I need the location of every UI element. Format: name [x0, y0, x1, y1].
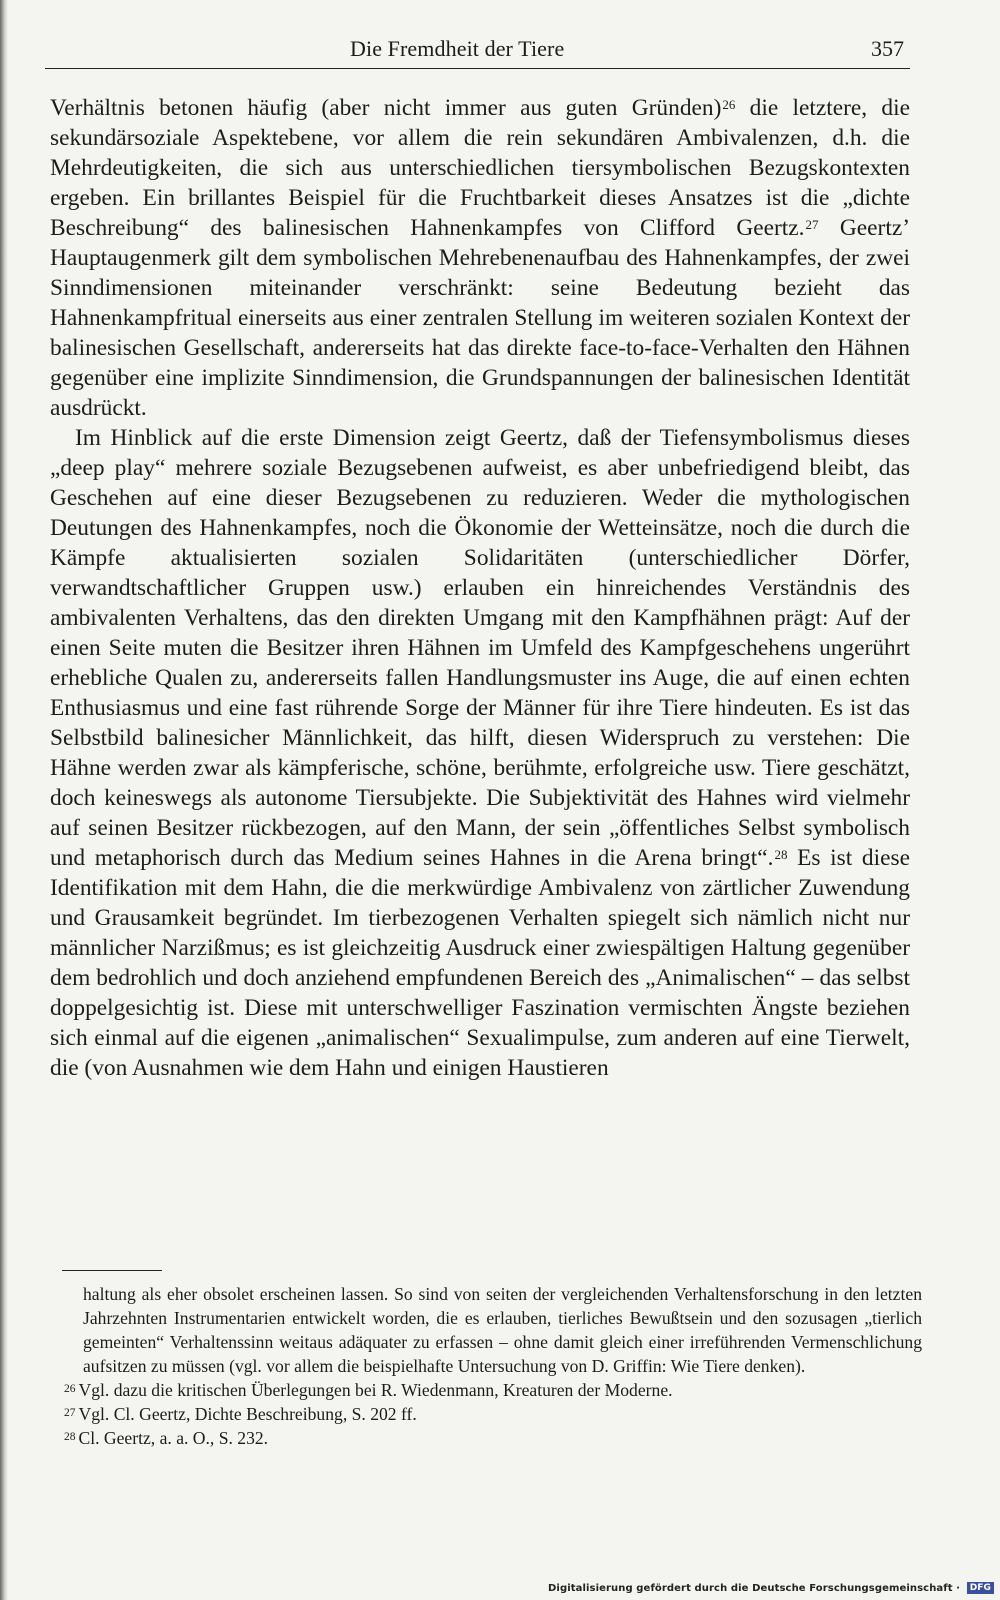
footnote-text: Vgl. Cl. Geertz, Dichte Beschreibung, S. 202 ff. [78, 1404, 417, 1424]
paragraph-1-part-b: die letztere, die sekundärsoziale Aspektebene, vor allem die rein sekundären Ambivalenzen, d.h. die Mehrdeutigkeiten, die sich aus unterschiedlichen tiersymbolischen Bezugskontexten ergeben. Ein brillantes Beispiel für die Fruchtbarkeit dieses Ansatzes ist die „dichte Beschreibung“ des balinesischen Hahnenkampfes von Clifford Geertz. [50, 95, 910, 241]
footnote-number: 26 [64, 1383, 76, 1395]
footnote-ref-27: 27 [805, 217, 819, 232]
footnote-27 [62, 1402, 922, 1426]
digitization-credit [548, 1582, 994, 1594]
dfg-logo-icon: DFG [967, 1582, 994, 1594]
footnote-26 [62, 1378, 922, 1402]
page-number: 357 [871, 36, 904, 61]
footnote-number: 27 [64, 1407, 76, 1419]
footnote-ref-28: 28 [774, 847, 788, 862]
running-title: Die Fremdheit der Tiere [350, 36, 565, 61]
credit-text: Digitalisierung gefördert durch die Deutsche Forschungsgemeinschaft · [548, 1583, 961, 1594]
paragraph-1-part-c: Geertz’ Hauptaugenmerk gilt dem symbolischen Mehrebenenaufbau des Hahnenkampfes, der zwei Sinndimensionen miteinander verschränkt: seine Bedeutung bezieht das Hahnenkampfritual einerseits aus einer zentralen Stellung im weiteren sozialen Kontext der balinesischen Gesellschaft, andererseits hat das direkte face-to-face-Verhalten den Hähnen gegenüber eine implizite Sinndimension, die Grundspannungen der balinesischen Identität ausdrückt. [50, 215, 910, 421]
body-text [45, 93, 910, 1083]
paragraph-1 [50, 93, 910, 423]
footnote-ref-26: 26 [722, 97, 736, 112]
paragraph-2 [50, 423, 910, 1083]
footnote-text: Cl. Geertz, a. a. O., S. 232. [78, 1428, 269, 1448]
running-head [45, 30, 910, 69]
footnote-continuation: haltung als eher obsolet erscheinen lassen. So sind von seiten der vergleichenden Verhaltensforschung in den letzten Jahrzehnten Instrumentarien entwickelt worden, die es erlauben, tierliches Bewußtsein und den sozusagen „tierlich gemeinten“ Verhaltenssinn weitaus adäquater zu erfassen – ohne damit gleich einer irreführenden Vermenschlichung aufsitzen zu müssen (vgl. vor allem die beispielhafte Untersuchung von D. Griffin: Wie Tiere denken). [83, 1284, 922, 1376]
paragraph-2-part-b: Es ist diese Identifikation mit dem Hahn, die die merkwürdige Ambivalenz von zärtlicher Zuwendung und Grausamkeit begründet. Im tierbezogenen Verhalten spiegelt sich nämlich nicht nur männlicher Narzißmus; es ist gleichzeitig Ausdruck einer zwiespältigen Haltung gegenüber dem bedrohlich und doch anziehend empfundenen Bereich des „Animalischen“ – das selbst doppelgesichtig ist. Diese mit unterschwelliger Faszination vermischten Ängste beziehen sich einmal auf die eigenen „animalischen“ Sexualimpulse, zum anderen auf eine Tierwelt, die (von Ausnahmen wie dem Hahn und einigen Haustieren [50, 845, 910, 1081]
footnote-28 [62, 1426, 922, 1450]
paragraph-2-part-a: Im Hinblick auf die erste Dimension zeigt Geertz, daß der Tiefensymbolismus dieses „deep play“ mehrere soziale Bezugsebenen aufweist, es aber unbefriedigend bleibt, das Geschehen auf eine dieser Bezugsebenen zu reduzieren. Weder die mythologischen Deutungen des Hahnenkampfes, noch die Ökonomie der Wetteinsätze, noch die durch die Kämpfe aktualisierten sozialen Solidaritäten (unterschiedlicher Dörfer, verwandtschaftlicher Gruppen usw.) erlauben ein hinreichendes Verständnis des ambivalenten Verhaltens, das den direkten Umgang mit den Kampfhähnen prägt: Auf der einen Seite muten die Besitzer ihren Hähnen im Umfeld des Kampfgeschehens ungerührt erhebliche Qualen zu, andererseits fallen Handlungsmuster ins Auge, die auf einen echten Enthusiasmus und eine fast rührende Sorge der Männer für ihre Tiere hindeuten. Es ist das Selbstbild balinesicher Männlichkeit, das hilft, diesen Widerspruch zu verstehen: Die Hähne werden zwar als kämpferische, schöne, berühmte, erfolgreiche usw. Tiere geschätzt, doch keineswegs als autonome Tiersubjekte. Die Subjektivität des Hahnes wird vielmehr auf seinen Besitzer rückbezogen, auf den Mann, der sein „öffentliches Selbst symbolisch und metaphorisch durch das Medium seines Hahnes in die Arena bringt“. [50, 425, 910, 871]
footnote-text: Vgl. dazu die kritischen Überlegungen bei R. Wiedenmann, Kreaturen der Moderne. [78, 1380, 673, 1400]
footnote-number: 28 [64, 1431, 76, 1443]
book-gutter-shadow [0, 0, 8, 1600]
book-page [45, 30, 910, 1083]
paragraph-1-part-a: Verhältnis betonen häufig (aber nicht immer aus guten Gründen) [50, 95, 722, 121]
footnote-divider [62, 1270, 162, 1271]
footnotes [62, 1282, 922, 1450]
